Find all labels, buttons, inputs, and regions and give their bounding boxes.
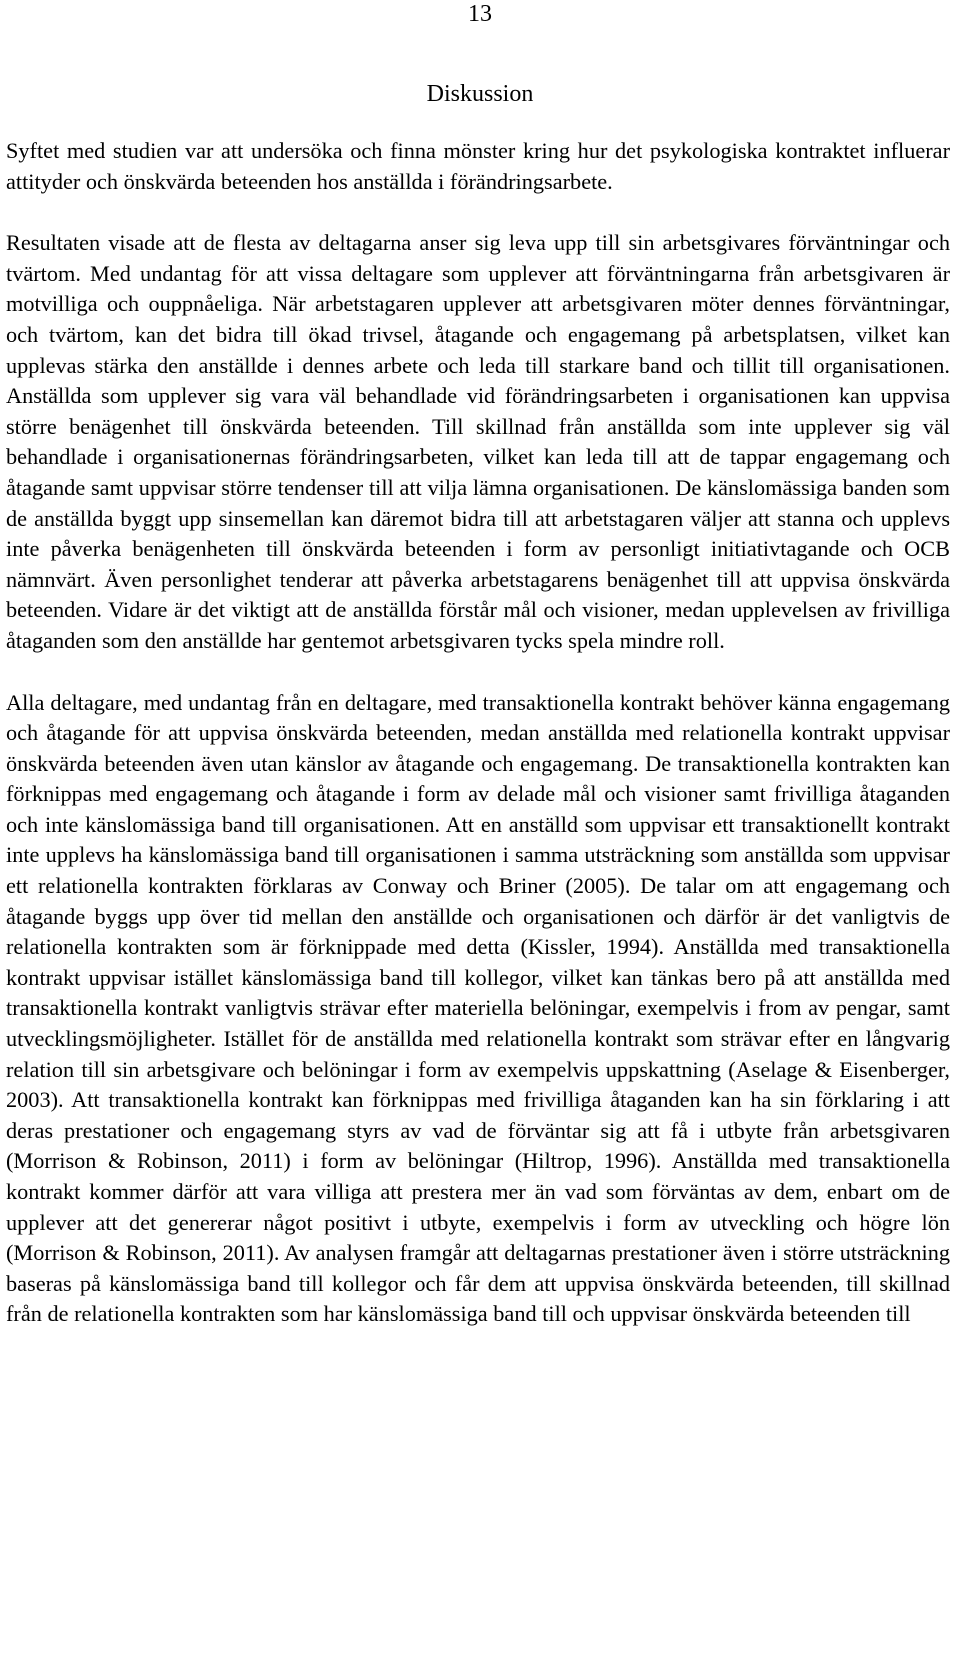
paragraph-results: Resultaten visade att de flesta av deltagarna anser sig leva upp till sin arbetsgivares förväntningar och tvärtom. Med undantag för att vissa deltagare som upplever att förväntningarna från arbetsgivaren är motvilliga och ouppnåeliga. När arbetstagaren upplever att arbetsgivaren möter dennes förväntningar, och tvärtom, kan det bidra till ökad trivsel, åtagande och engagemang på arbetsplatsen, vilket kan upplevas stärka den anställde i dennes arbete och leda till starkare band och tillit till organisationen. Anställda som upplever sig vara väl behandlade vid förändringsarbeten i organisationen kan uppvisa större benägenhet till önskvärda beteenden. Till skillnad från anställda som inte upplever sig väl behandlade i organisationernas förändringsarbeten, vilket kan leda till att de tappar engagemang och åtagande samt uppvisar större tendenser till att vilja lämna organisationen. De känslomässiga banden som de anställda byggt upp sinsemellan kan däremot bidra till att arbetstagaren väljer att stanna och upplevs inte påverka benägenheten till önskvärda beteenden i form av personligt initiativtagande och OCB nämnvärt. Även personlighet tenderar att påverka arbetstagarens benägenhet till att uppvisa önskvärda beteenden. Vidare är det viktigt att de anställda förstår mål och visioner, medan upplevelsen av frivilliga åtaganden som den anställde har gentemot arbetsgivaren tycks spela mindre roll. [6,230,950,653]
paragraph-contracts: Alla deltagare, med undantag från en deltagare, med transaktionella kontrakt behöver känna engagemang och åtagande för att uppvisa önskvärda beteenden, medan anställda med relationella kontrakt uppvisar önskvärda beteenden även utan känslor av åtagande och engagemang. De transaktionella kontrakten kan förknippas med engagemang och åtagande i form av delade mål och visioner samt frivilliga åtaganden och inte känslomässiga band till organisationen. Att en anställd som uppvisar ett transaktionellt kontrakt inte upplevs ha känslomässiga band till organisationen i samma utsträckning som anställda som uppvisar ett relationella kontrakten förklaras av Conway och Briner (2005). De talar om att engagemang och åtagande byggs upp över tid mellan den anställde och organisationen och därför är det vanligtvis de relationella kontrakten som är förknippade med detta (Kissler, 1994). Anställda med transaktionella kontrakt uppvisar istället känslomässiga band till kollegor, vilket kan tänkas bero på att anställda med transaktionella kontrakt vanligtvis strävar efter materiella belöningar, exempelvis i from av pengar, samt utvecklingsmöjligheter. Istället för de anställda med relationella kontrakt som strävar efter en långvarig relation till sin arbetsgivare och belöningar i form av exempelvis uppskattning (Aselage & Eisenberger, 2003). Att transaktionella kontrakt kan förknippas med frivilliga åtaganden kan ha sin förklaring i att deras prestationer och engagemang styrs av vad de förväntar sig att få i utbyte från arbetsgivaren (Morrison & Robinson, 2011) i form av belöningar (Hiltrop, 1996). Anställda med transaktionella kontrakt kommer därför att vara villiga att prestera mer än vad som förväntas av dem, enbart om de upplever att det genererar något positivt i utbyte, exempelvis i form av utveckling och högre lön (Morrison & Robinson, 2011). Av analysen framgår att deltagarnas prestationer även i större utsträckning baseras på känslomässiga band till kollegor och får dem att uppvisa önskvärda beteenden, till skillnad från de relationella kontrakten som har känslomässiga band till och uppvisar önskvärda beteenden till [6,689,950,1327]
section-heading: Diskussion [426,81,534,107]
paragraph-purpose: Syftet med studien var att undersöka och finna mönster kring hur det psykologiska kontraktet influerar attityder och önskvärda beteenden hos anställda i förändringsarbete. [6,138,950,194]
page-number: 13 [468,1,492,27]
body-text [6,136,950,1361]
